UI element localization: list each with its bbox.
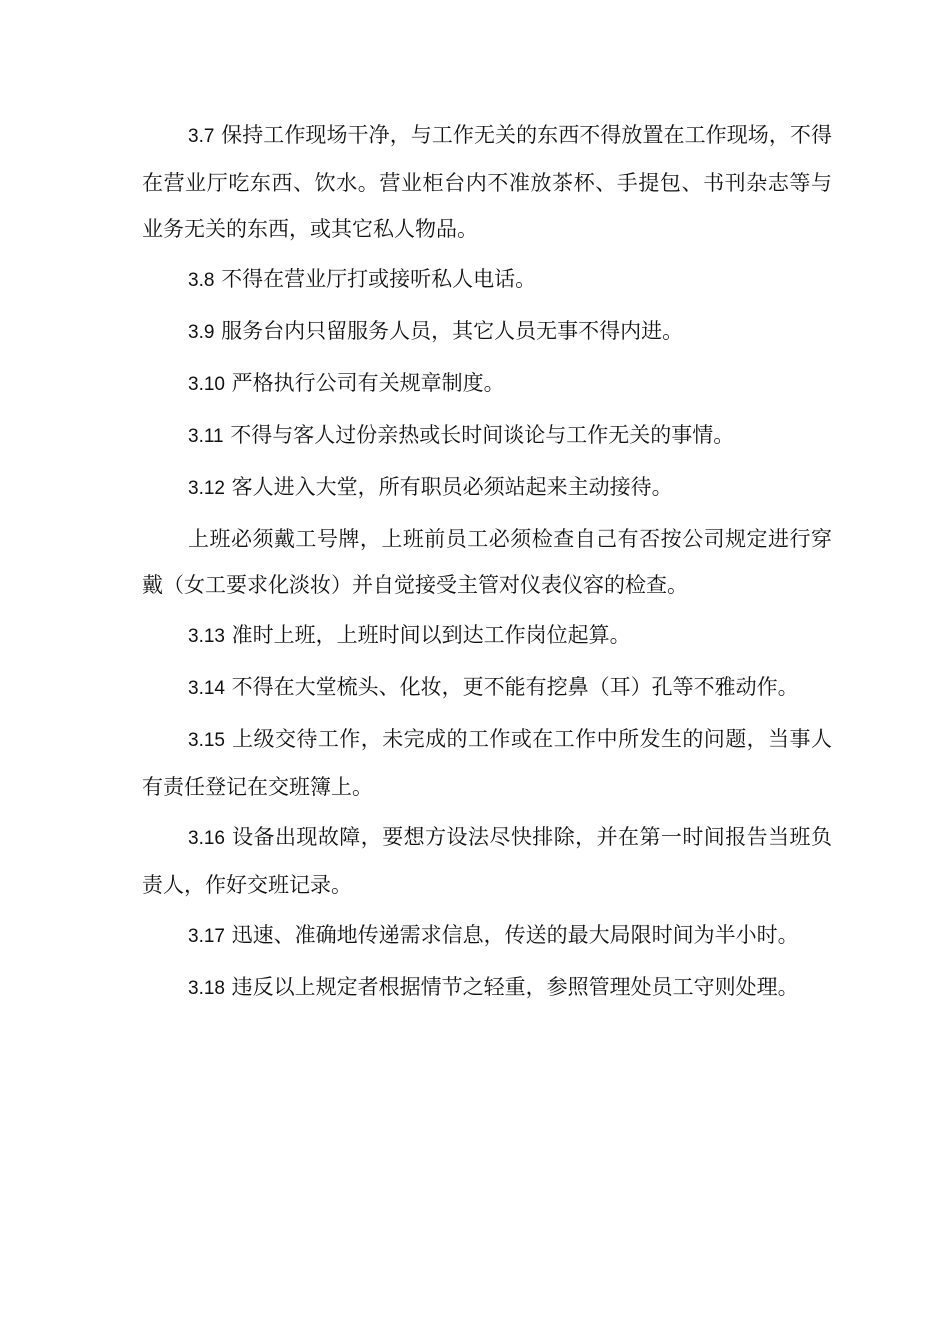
paragraph-text: 不得在营业厅打或接听私人电话。 (221, 267, 537, 291)
paragraph-3-9 (142, 308, 832, 356)
paragraph-text: 不得在大堂梳头、化妆，更不能有挖鼻（耳）孔等不雅动作。 (231, 675, 799, 699)
paragraph-number: 3.8 (188, 270, 215, 291)
paragraph-3-15 (142, 716, 832, 810)
paragraph-3-10 (142, 360, 832, 408)
paragraph-3-8 (142, 256, 832, 304)
paragraph-number: 3.16 (188, 828, 225, 849)
paragraph-text: 不得与客人过份亲热或长时间谈论与工作无关的事情。 (230, 423, 735, 447)
paragraph-number: 3.18 (188, 978, 225, 999)
paragraph-number: 3.7 (188, 126, 215, 147)
paragraph-text: 上级交待工作，未完成的工作或在工作中所发生的问题，当事人有责任登记在交班簿上。 (142, 727, 832, 799)
document-body (142, 112, 832, 1016)
paragraph-3-12 (142, 464, 832, 512)
paragraph-3-14 (142, 664, 832, 712)
paragraph-3-18 (142, 964, 832, 1012)
paragraph-3-17 (142, 912, 832, 960)
paragraph-number: 3.10 (188, 374, 225, 395)
paragraph-text: 服务台内只留服务人员，其它人员无事不得内进。 (221, 319, 684, 343)
paragraph-number: 3.13 (188, 626, 225, 647)
paragraph-text: 严格执行公司有关规章制度。 (231, 371, 505, 395)
paragraph-number: 3.14 (188, 678, 225, 699)
paragraph-number: 3.9 (188, 322, 215, 343)
paragraph-text: 客人进入大堂，所有职员必须站起来主动接待。 (231, 475, 673, 499)
paragraph-text: 迅速、准确地传递需求信息，传送的最大局限时间为半小时。 (231, 923, 799, 947)
paragraph-text: 违反以上规定者根据情节之轻重，参照管理处员工守则处理。 (231, 975, 799, 999)
paragraph-3-7 (142, 112, 832, 252)
paragraph-number: 3.11 (188, 426, 224, 447)
paragraph-text: 保持工作现场干净，与工作无关的东西不得放置在工作现场，不得在营业厅吃东西、饮水。营业柜台内不准放茶杯、手提包、书刊杂志等与业务无关的东西，或其它私人物品。 (142, 123, 832, 241)
paragraph-3-16 (142, 814, 832, 908)
paragraph-text: 上班必须戴工号牌，上班前员工必须检查自己有否按公司规定进行穿戴（女工要求化淡妆）并自觉接受主管对仪表仪容的检查。 (142, 527, 832, 597)
paragraph-3-11 (142, 412, 832, 460)
paragraph-text: 准时上班，上班时间以到达工作岗位起算。 (231, 623, 631, 647)
paragraph-number: 3.17 (188, 926, 225, 947)
paragraph-text: 设备出现故障，要想方设法尽快排除，并在第一时间报告当班负责人，作好交班记录。 (142, 825, 832, 897)
paragraph-name-badge (142, 516, 832, 608)
paragraph-3-13 (142, 612, 832, 660)
paragraph-number: 3.15 (188, 730, 225, 751)
paragraph-number: 3.12 (188, 478, 225, 499)
